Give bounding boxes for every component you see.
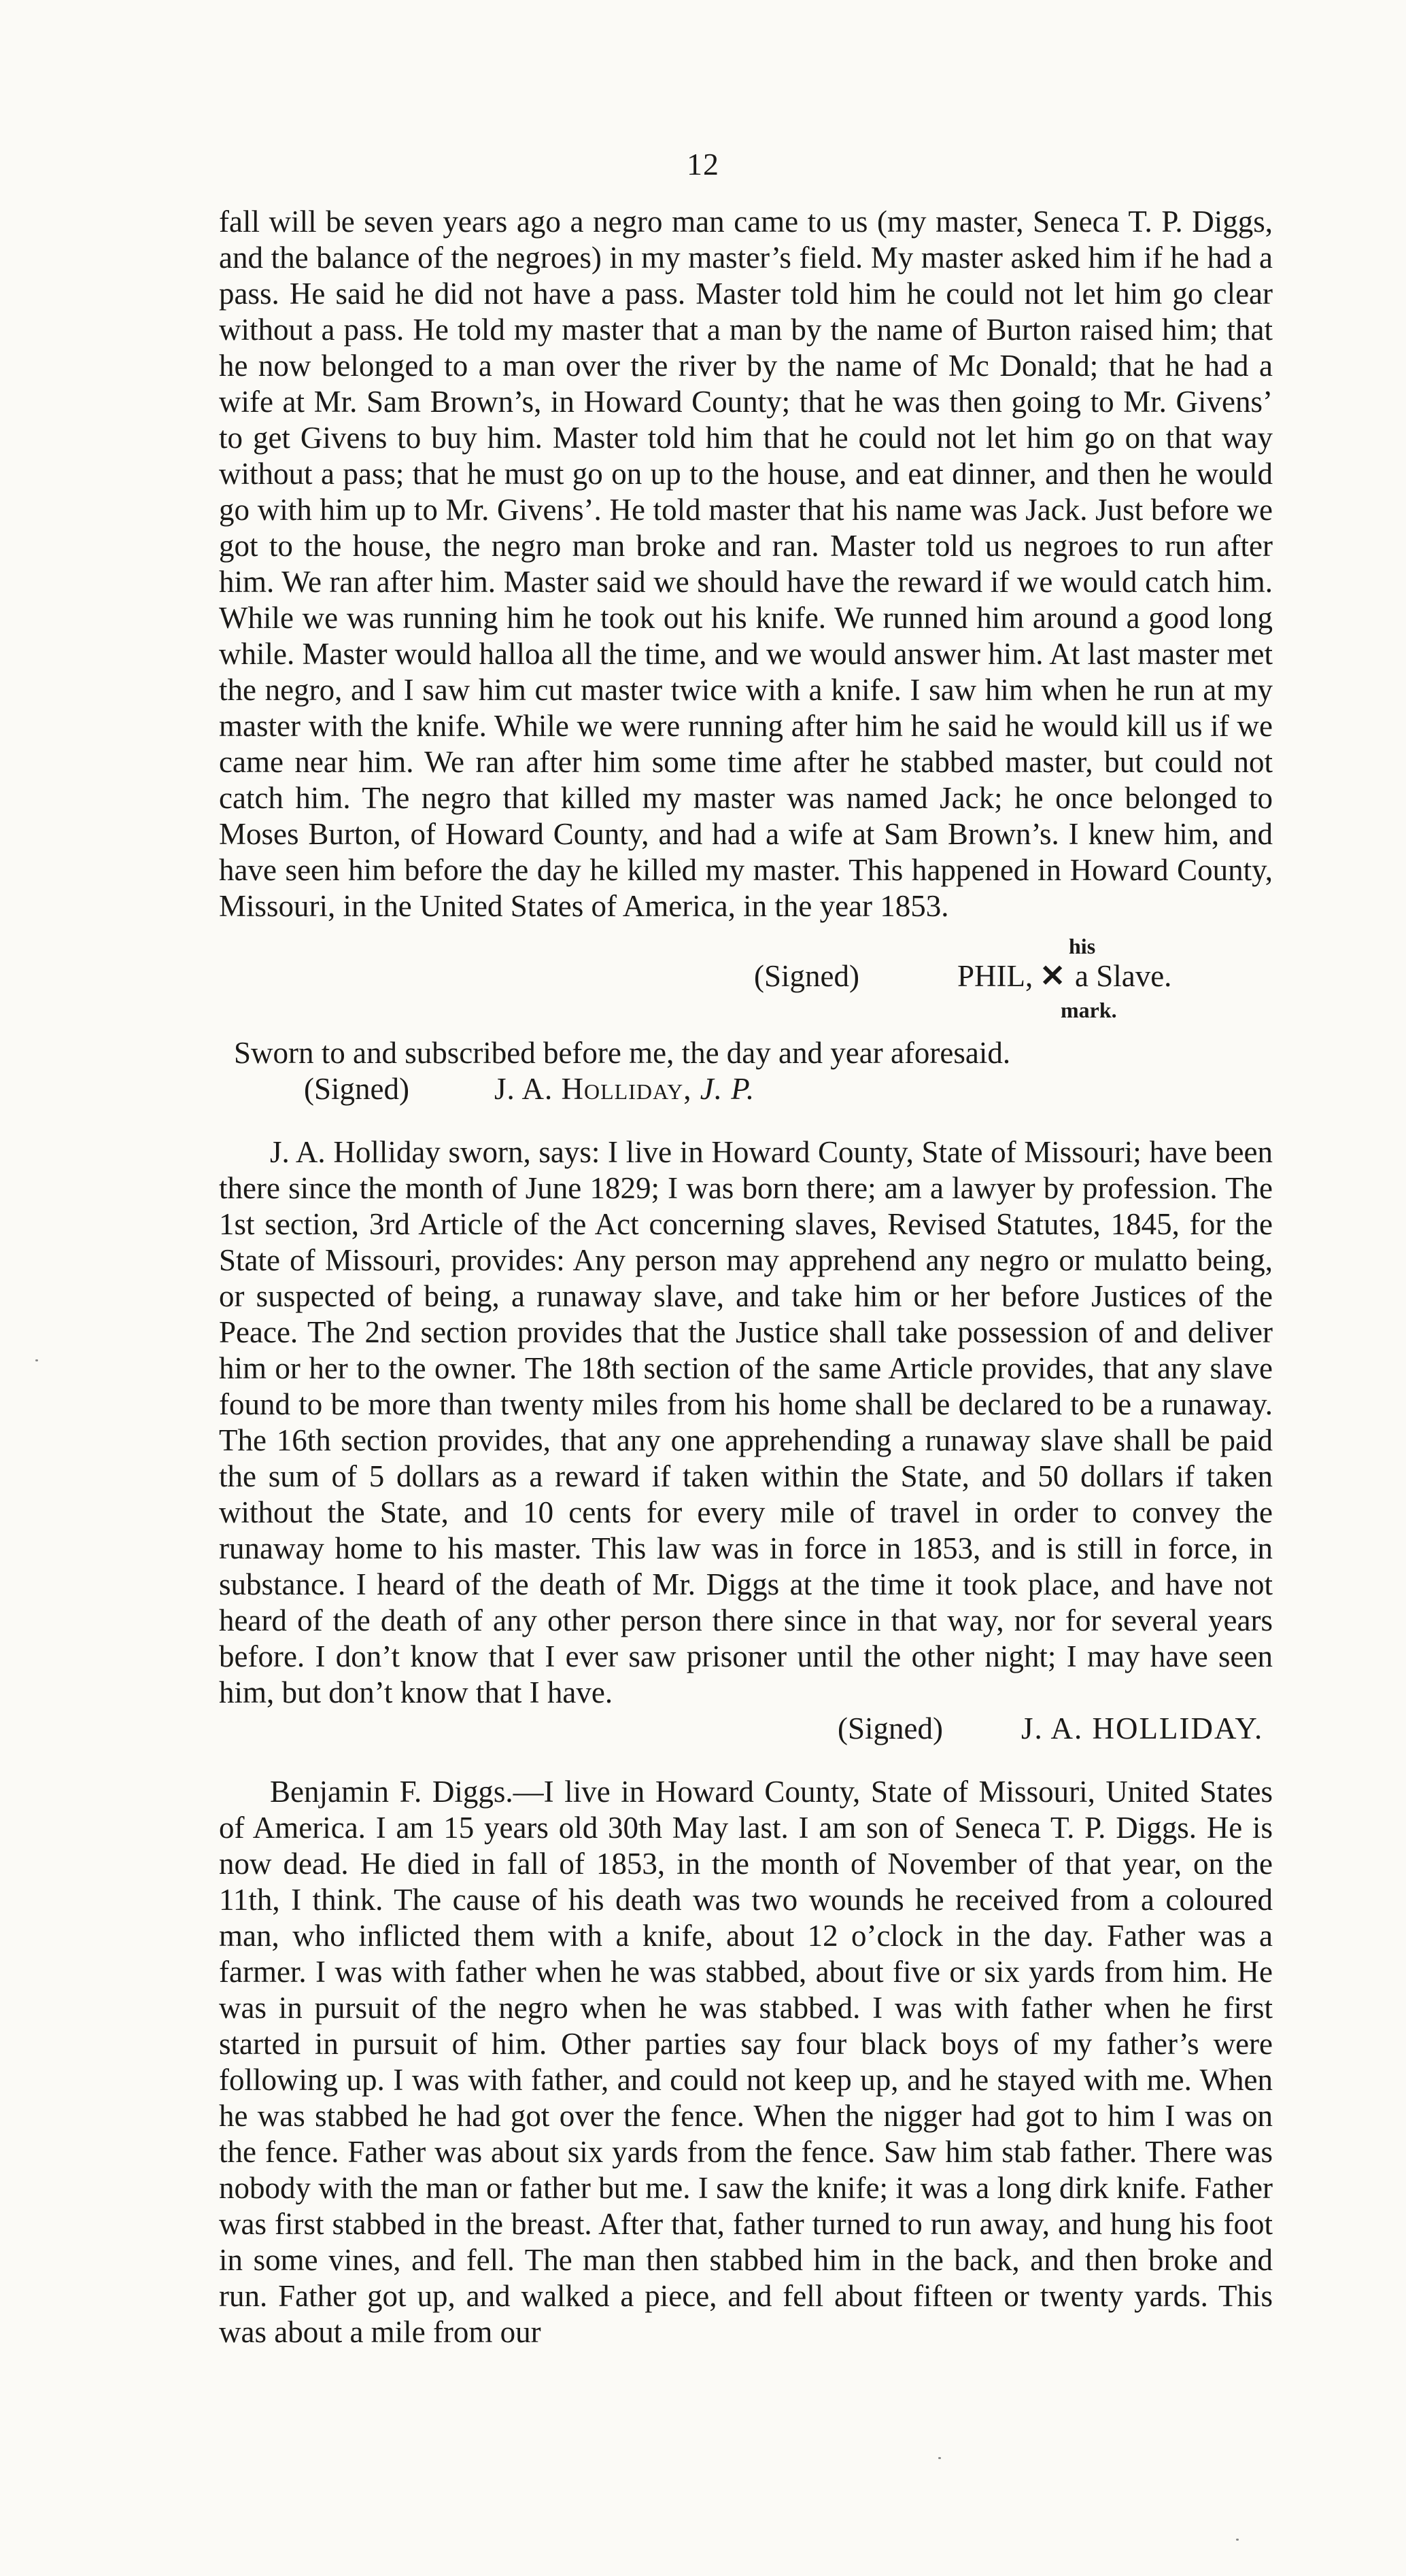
text-line: T. P. Diggs. He is now dead. He died in fall of 1853, in the month of — [219, 1811, 1273, 1881]
text-line: got to the house, the negro man broke and ran. Master told us negroes to run — [219, 529, 1217, 563]
paper-speck — [35, 1359, 38, 1361]
text-line: in substance. I heard of the death of Mr. Diggs at the time it took place, and — [219, 1531, 1273, 1601]
text-line: County; that he was then going to Mr. Givens’ to get Givens to buy him. — [219, 385, 1273, 455]
justice-name — [494, 1071, 755, 1107]
holliday-signature-line — [219, 1711, 1273, 1747]
text-line: night; I may have seen him, but don’t know that I have. — [219, 1639, 1273, 1709]
text-line: and take him or her before Justices of the Peace. The 2nd section provides — [219, 1279, 1273, 1349]
text-line: section provides, that any one apprehending a runaway slave shall be paid the — [219, 1423, 1273, 1493]
text-line: wounds he received from a coloured man, who inflicted them with a knife, about — [219, 1883, 1273, 1953]
text-line: fall will be seven years ago a negro man came to us (my master, Seneca T. P. — [219, 205, 1193, 239]
text-line: that the Justice shall take possession of and deliver him or her to the owner. — [219, 1315, 1273, 1385]
text-line: 12 o’clock in the day. Father was a farmer. I was with father when he was — [219, 1919, 1273, 1989]
text-line: parties say four black boys of my father’s were following up. I was with — [219, 2027, 1273, 2097]
text-line: runaway home to his master. This law was in force in 1853, and is still in force, — [219, 1531, 1249, 1565]
text-line: after him. We ran after him. Master said we should have the reward if we — [219, 529, 1273, 599]
sworn-statement — [219, 1035, 1273, 1107]
paragraph-diggs-testimony — [219, 1774, 1273, 2350]
text-line: the name of Burton raised him; that he now belonged to a man over the river by — [219, 313, 1273, 383]
text-line: twice with a knife. I saw him when he run at my master with the knife. While — [219, 673, 1273, 743]
text-line: sum of 5 dollars as a reward if taken within the State, and 50 dollars if taken — [268, 1459, 1273, 1493]
text-line: turned to run away, and hung his foot in some vines, and fell. The man then — [219, 2207, 1273, 2277]
signer-name: PHIL, — [957, 959, 1033, 993]
justice-signed-label: (Signed) — [304, 1072, 409, 1106]
page-number: 12 — [687, 147, 719, 181]
text-line: Burton, of Howard County, and had a wife at Sam Brown’s. I knew him, and — [308, 817, 1273, 851]
text-line: without the State, and 10 cents for every mile of travel in order to convey the — [219, 1495, 1273, 1529]
section-gap — [219, 1107, 1273, 1134]
signature-mark-label: mark. — [1061, 998, 1117, 1022]
text-line: by profession. The 1st section, 3rd Article of the Act concerning slaves, — [219, 1171, 1273, 1241]
justice-title: J. P. — [700, 1072, 755, 1106]
text-line: stabbed him in the back, and then broke and run. Father got up, and walked — [219, 2243, 1273, 2313]
text-line: several years before. I don’t know that I ever saw prisoner until the other — [219, 1603, 1273, 1673]
text-line: County, Missouri, in the United States of America, in the year 1853. — [219, 853, 1273, 923]
paper-speck — [938, 2457, 941, 2459]
text-line: a piece, and fell about fifteen or twenty yards. This was about a mile from our — [219, 2279, 1273, 2349]
sworn-text: Sworn to and subscribed before me, the day and year aforesaid. — [234, 1036, 1011, 1070]
text-line: Revised Statutes, 1845, for the State of Missouri, provides: Any person may — [219, 1207, 1273, 1277]
paragraph-phil-testimony — [219, 204, 1273, 924]
text-line: could not let him go clear without a pass. He told my master that a man by — [219, 277, 1273, 347]
text-line: we were running after him he said he would kill us if we came near him. We — [219, 709, 1273, 779]
text-line: than twenty miles from his home shall be declared to be a runaway. The 16th — [219, 1387, 1273, 1457]
cross-mark-icon: ✕ — [1040, 959, 1065, 993]
phil-signature-block — [219, 924, 1273, 1023]
text-line: father, and could not keep up, and he stayed with me. When he was stabbed — [219, 2063, 1273, 2133]
text-line: long dirk knife. Father was first stabbed in the breast. After that, father — [219, 2171, 1273, 2241]
text-line: fence. Father was about six yards from the fence. Saw him stab father. — [264, 2135, 1146, 2169]
section-gap — [219, 1747, 1273, 1774]
text-line: he must go on up to the house, and eat dinner, and then he would go with him — [219, 457, 1273, 527]
text-line: he had got over the fence. When the nigger had got to him I was on the — [219, 2099, 1273, 2169]
text-line: Benjamin F. Diggs.—I live in Howard County, State of Missouri, United — [270, 1775, 1200, 1809]
text-line: There was nobody with the man or father but me. I saw the knife; it was a — [219, 2135, 1273, 2205]
holliday-name: J. A. HOLLIDAY. — [1021, 1711, 1264, 1745]
text-line: The 18th section of the same Article provides, that any slave found to be more — [219, 1351, 1273, 1421]
text-line: runned him around a good long while. Master would halloa all the time, and we — [219, 601, 1273, 671]
text-line: Diggs, and the balance of the negroes) in my master’s field. My master asked — [219, 205, 1273, 275]
text-line: was stabbed. I was with father when he first started in pursuit of him. Other — [219, 1991, 1273, 2061]
signature-name-line — [957, 958, 1171, 994]
text-line: have not heard of the death of any other person there since in that way, nor for — [219, 1567, 1273, 1637]
text-line: have been there since the month of June 1829; I was born there; am a lawyer — [219, 1135, 1273, 1205]
holliday-signed-label: (Signed) — [838, 1711, 943, 1745]
text-line: up to Mr. Givens’. He told master that his name was Jack. Just before we — [375, 493, 1273, 527]
text-line: November of that year, on the 11th, I think. The cause of his death was two — [219, 1847, 1273, 1917]
text-line: J. A. Holliday sworn, says: I live in Howard County, State of Missouri; — [270, 1135, 1150, 1169]
text-line: apprehend any negro or mulatto being, or suspected of being, a runaway slave, — [219, 1243, 1273, 1313]
paper-speck — [1236, 2539, 1239, 2541]
text-line: would answer him. At last master met the negro, and I saw him cut master — [219, 637, 1273, 707]
body-text — [219, 204, 1273, 2350]
text-line: have seen him before the day he killed my master. This happened in Howard — [219, 853, 1178, 887]
text-line: stabbed, about five or six yards from him. He was in pursuit of the negro when he — [219, 1955, 1273, 2025]
justice-name-text: J. A. Holliday, — [494, 1072, 692, 1106]
signature-his-label: his — [1069, 934, 1096, 958]
text-line: ran after him some time after he stabbed master, but could not catch him. The — [219, 745, 1273, 815]
text-line: negro that killed my master was named Jack; he once belonged to Moses — [219, 781, 1273, 851]
paragraph-holliday-testimony — [219, 1134, 1273, 1711]
text-line: the name of Mc Donald; that he had a wife at Mr. Sam Brown’s, in Howard — [219, 349, 1273, 419]
text-line: would catch him. While we was running him he took out his knife. We — [219, 565, 1273, 635]
signature-signed-label: (Signed) — [754, 959, 859, 993]
text-line: Master told him that he could not let him go on that way without a pass; that — [219, 421, 1273, 491]
text-line: him if he had a pass. He said he did not have a pass. Master told him he — [219, 241, 1273, 311]
signer-status: a Slave. — [1074, 959, 1172, 993]
justice-signature-line — [234, 1071, 1273, 1107]
text-line: States of America. I am 15 years old 30th May last. I am son of Seneca — [219, 1775, 1273, 1845]
